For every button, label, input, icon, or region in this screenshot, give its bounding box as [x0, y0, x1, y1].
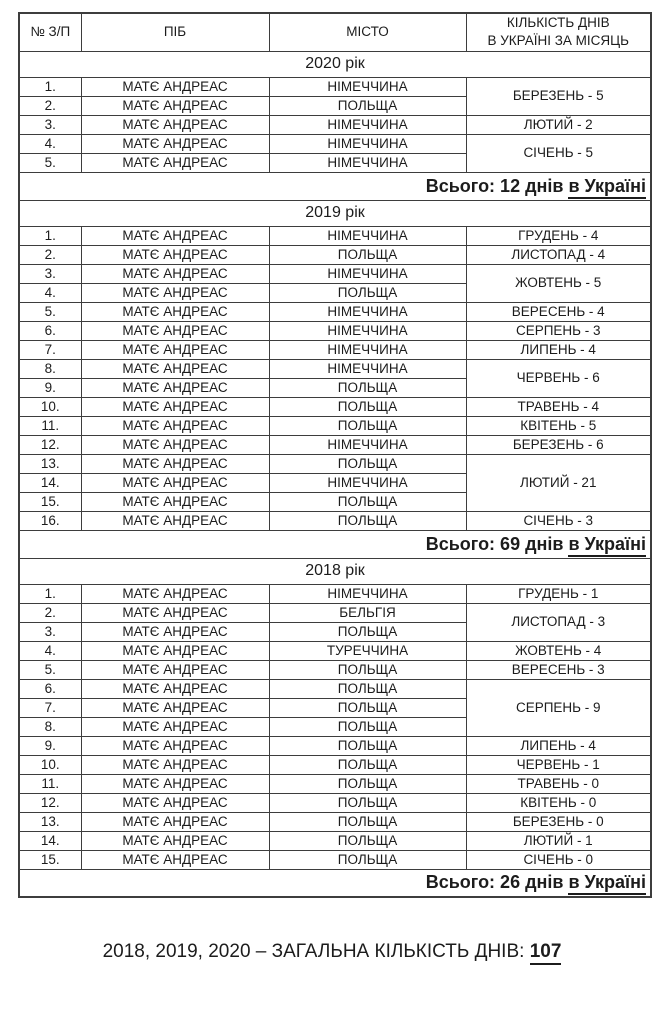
row-number: 16.: [19, 511, 81, 530]
table-row: [19, 831, 651, 850]
row-number: 6.: [19, 679, 81, 698]
city: НІМЕЧЧИНА: [269, 153, 466, 172]
row-number: 3.: [19, 264, 81, 283]
city: НІМЕЧЧИНА: [269, 473, 466, 492]
year-label: 2019 рік: [19, 200, 651, 226]
table-head: [19, 13, 651, 51]
row-number: 9.: [19, 736, 81, 755]
table-row: [19, 774, 651, 793]
person-name: МАТЄ АНДРЕАС: [81, 717, 269, 736]
table-row: [19, 511, 651, 530]
person-name: МАТЄ АНДРЕАС: [81, 435, 269, 454]
city: ПОЛЬЩА: [269, 717, 466, 736]
person-name: МАТЄ АНДРЕАС: [81, 397, 269, 416]
city: ПОЛЬЩА: [269, 736, 466, 755]
person-name: МАТЄ АНДРЕАС: [81, 736, 269, 755]
row-number: 5.: [19, 302, 81, 321]
person-name: МАТЄ АНДРЕАС: [81, 698, 269, 717]
section-total: [19, 869, 651, 897]
person-name: МАТЄ АНДРЕАС: [81, 831, 269, 850]
total-row: [19, 172, 651, 200]
city: ПОЛЬЩА: [269, 774, 466, 793]
city: БЕЛЬГІЯ: [269, 603, 466, 622]
year-row: [19, 51, 651, 77]
row-number: 7.: [19, 340, 81, 359]
table-row: [19, 584, 651, 603]
person-name: МАТЄ АНДРЕАС: [81, 340, 269, 359]
row-number: 7.: [19, 698, 81, 717]
person-name: МАТЄ АНДРЕАС: [81, 77, 269, 96]
city: ПОЛЬЩА: [269, 283, 466, 302]
person-name: МАТЄ АНДРЕАС: [81, 660, 269, 679]
month-days: ТРАВЕНЬ - 0: [466, 774, 651, 793]
total-row: [19, 869, 651, 897]
column-header: № З/П: [19, 13, 81, 51]
person-name: МАТЄ АНДРЕАС: [81, 850, 269, 869]
row-number: 3.: [19, 622, 81, 641]
table-row: [19, 302, 651, 321]
table-row: [19, 454, 651, 473]
city: ПОЛЬЩА: [269, 245, 466, 264]
table-row: [19, 679, 651, 698]
city: НІМЕЧЧИНА: [269, 264, 466, 283]
year-label: 2020 рік: [19, 51, 651, 77]
grand-total-text: 2018, 2019, 2020 – ЗАГАЛЬНА КІЛЬКІСТЬ ДНІВ:: [102, 941, 525, 962]
city: ПОЛЬЩА: [269, 96, 466, 115]
person-name: МАТЄ АНДРЕАС: [81, 793, 269, 812]
row-number: 1.: [19, 226, 81, 245]
section-total-text: Всього: 12 днів: [425, 175, 564, 196]
row-number: 2.: [19, 603, 81, 622]
person-name: МАТЄ АНДРЕАС: [81, 622, 269, 641]
city: НІМЕЧЧИНА: [269, 226, 466, 245]
month-days: ЛИПЕНЬ - 4: [466, 736, 651, 755]
table-row: [19, 340, 651, 359]
section-total: [19, 172, 651, 200]
year-row: [19, 200, 651, 226]
city: ТУРЕЧЧИНА: [269, 641, 466, 660]
person-name: МАТЄ АНДРЕАС: [81, 511, 269, 530]
month-days: ЖОВТЕНЬ - 4: [466, 641, 651, 660]
month-days: ЛИСТОПАД - 4: [466, 245, 651, 264]
city: ПОЛЬЩА: [269, 831, 466, 850]
year-label: 2018 рік: [19, 558, 651, 584]
person-name: МАТЄ АНДРЕАС: [81, 264, 269, 283]
row-number: 13.: [19, 454, 81, 473]
city: ПОЛЬЩА: [269, 755, 466, 774]
city: ПОЛЬЩА: [269, 492, 466, 511]
city: НІМЕЧЧИНА: [269, 340, 466, 359]
row-number: 6.: [19, 321, 81, 340]
table-row: [19, 850, 651, 869]
person-name: МАТЄ АНДРЕАС: [81, 454, 269, 473]
column-header: КІЛЬКІСТЬ ДНІВ В УКРАЇНІ ЗА МІСЯЦЬ: [466, 13, 651, 51]
column-header: МІСТО: [269, 13, 466, 51]
person-name: МАТЄ АНДРЕАС: [81, 755, 269, 774]
person-name: МАТЄ АНДРЕАС: [81, 679, 269, 698]
row-number: 2.: [19, 245, 81, 264]
month-days: ЛЮТИЙ - 1: [466, 831, 651, 850]
year-row: [19, 558, 651, 584]
month-days: ЛЮТИЙ - 21: [466, 454, 651, 511]
city: НІМЕЧЧИНА: [269, 435, 466, 454]
person-name: МАТЄ АНДРЕАС: [81, 96, 269, 115]
city: НІМЕЧЧИНА: [269, 115, 466, 134]
month-days: СЕРПЕНЬ - 9: [466, 679, 651, 736]
city: ПОЛЬЩА: [269, 454, 466, 473]
city: ПОЛЬЩА: [269, 378, 466, 397]
city: ПОЛЬЩА: [269, 622, 466, 641]
city: ПОЛЬЩА: [269, 812, 466, 831]
row-number: 13.: [19, 812, 81, 831]
table-row: [19, 641, 651, 660]
table-row: [19, 77, 651, 96]
table-row: [19, 793, 651, 812]
city: ПОЛЬЩА: [269, 511, 466, 530]
column-header: ПІБ: [81, 13, 269, 51]
city: НІМЕЧЧИНА: [269, 321, 466, 340]
city: ПОЛЬЩА: [269, 679, 466, 698]
month-days: КВІТЕНЬ - 0: [466, 793, 651, 812]
city: ПОЛЬЩА: [269, 698, 466, 717]
person-name: МАТЄ АНДРЕАС: [81, 641, 269, 660]
city: НІМЕЧЧИНА: [269, 134, 466, 153]
month-days: ЛЮТИЙ - 2: [466, 115, 651, 134]
section-total-underlined-text: в Україні: [568, 176, 646, 199]
table-row: [19, 736, 651, 755]
person-name: МАТЄ АНДРЕАС: [81, 774, 269, 793]
month-days: ЛИСТОПАД - 3: [466, 603, 651, 641]
row-number: 10.: [19, 397, 81, 416]
person-name: МАТЄ АНДРЕАС: [81, 416, 269, 435]
section-total-underlined-text: в Україні: [568, 534, 646, 557]
table-row: [19, 660, 651, 679]
row-number: 15.: [19, 850, 81, 869]
table-row: [19, 134, 651, 153]
table-row: [19, 226, 651, 245]
city: НІМЕЧЧИНА: [269, 359, 466, 378]
table-row: [19, 397, 651, 416]
month-days: ТРАВЕНЬ - 4: [466, 397, 651, 416]
month-days: ЛИПЕНЬ - 4: [466, 340, 651, 359]
row-number: 1.: [19, 584, 81, 603]
table-row: [19, 245, 651, 264]
person-name: МАТЄ АНДРЕАС: [81, 283, 269, 302]
person-name: МАТЄ АНДРЕАС: [81, 321, 269, 340]
row-number: 11.: [19, 774, 81, 793]
row-number: 4.: [19, 283, 81, 302]
row-number: 5.: [19, 660, 81, 679]
table-row: [19, 435, 651, 454]
city: ПОЛЬЩА: [269, 660, 466, 679]
section-total-underlined-text: в Україні: [568, 872, 646, 895]
table-body: [19, 51, 651, 897]
person-name: МАТЄ АНДРЕАС: [81, 359, 269, 378]
row-number: 14.: [19, 831, 81, 850]
header-row: [19, 13, 651, 51]
person-name: МАТЄ АНДРЕАС: [81, 226, 269, 245]
table-row: [19, 359, 651, 378]
city: НІМЕЧЧИНА: [269, 302, 466, 321]
month-days: ЧЕРВЕНЬ - 6: [466, 359, 651, 397]
person-name: МАТЄ АНДРЕАС: [81, 492, 269, 511]
row-number: 12.: [19, 793, 81, 812]
table-row: [19, 264, 651, 283]
table-row: [19, 416, 651, 435]
row-number: 4.: [19, 134, 81, 153]
section-total-text: Всього: 26 днів: [425, 872, 564, 893]
section-total: [19, 530, 651, 558]
month-days: СІЧЕНЬ - 0: [466, 850, 651, 869]
person-name: МАТЄ АНДРЕАС: [81, 134, 269, 153]
person-name: МАТЄ АНДРЕАС: [81, 603, 269, 622]
row-number: 12.: [19, 435, 81, 454]
month-days: СЕРПЕНЬ - 3: [466, 321, 651, 340]
grand-total-line: [0, 941, 664, 963]
row-number: 3.: [19, 115, 81, 134]
row-number: 11.: [19, 416, 81, 435]
person-name: МАТЄ АНДРЕАС: [81, 378, 269, 397]
person-name: МАТЄ АНДРЕАС: [81, 302, 269, 321]
row-number: 4.: [19, 641, 81, 660]
month-days: БЕРЕЗЕНЬ - 0: [466, 812, 651, 831]
person-name: МАТЄ АНДРЕАС: [81, 812, 269, 831]
row-number: 10.: [19, 755, 81, 774]
row-number: 8.: [19, 359, 81, 378]
city: ПОЛЬЩА: [269, 850, 466, 869]
month-days: ВЕРЕСЕНЬ - 4: [466, 302, 651, 321]
table-row: [19, 603, 651, 622]
person-name: МАТЄ АНДРЕАС: [81, 115, 269, 134]
city: ПОЛЬЩА: [269, 793, 466, 812]
person-name: МАТЄ АНДРЕАС: [81, 584, 269, 603]
month-days: КВІТЕНЬ - 5: [466, 416, 651, 435]
table-row: [19, 321, 651, 340]
month-days: ЧЕРВЕНЬ - 1: [466, 755, 651, 774]
total-row: [19, 530, 651, 558]
city: НІМЕЧЧИНА: [269, 77, 466, 96]
row-number: 5.: [19, 153, 81, 172]
city: ПОЛЬЩА: [269, 416, 466, 435]
row-number: 14.: [19, 473, 81, 492]
table-row: [19, 755, 651, 774]
person-name: МАТЄ АНДРЕАС: [81, 473, 269, 492]
table-row: [19, 812, 651, 831]
city: ПОЛЬЩА: [269, 397, 466, 416]
section-total-text: Всього: 69 днів: [425, 533, 564, 554]
row-number: 8.: [19, 717, 81, 736]
person-name: МАТЄ АНДРЕАС: [81, 245, 269, 264]
month-days: ВЕРЕСЕНЬ - 3: [466, 660, 651, 679]
person-name: МАТЄ АНДРЕАС: [81, 153, 269, 172]
month-days: БЕРЕЗЕНЬ - 5: [466, 77, 651, 115]
city: НІМЕЧЧИНА: [269, 584, 466, 603]
row-number: 1.: [19, 77, 81, 96]
row-number: 9.: [19, 378, 81, 397]
month-days: СІЧЕНЬ - 3: [466, 511, 651, 530]
row-number: 15.: [19, 492, 81, 511]
grand-total-value: 107: [530, 941, 562, 965]
month-days: ГРУДЕНЬ - 4: [466, 226, 651, 245]
month-days: ЖОВТЕНЬ - 5: [466, 264, 651, 302]
table-row: [19, 115, 651, 134]
days-in-ukraine-table: [18, 12, 652, 898]
month-days: БЕРЕЗЕНЬ - 6: [466, 435, 651, 454]
month-days: СІЧЕНЬ - 5: [466, 134, 651, 172]
month-days: ГРУДЕНЬ - 1: [466, 584, 651, 603]
row-number: 2.: [19, 96, 81, 115]
